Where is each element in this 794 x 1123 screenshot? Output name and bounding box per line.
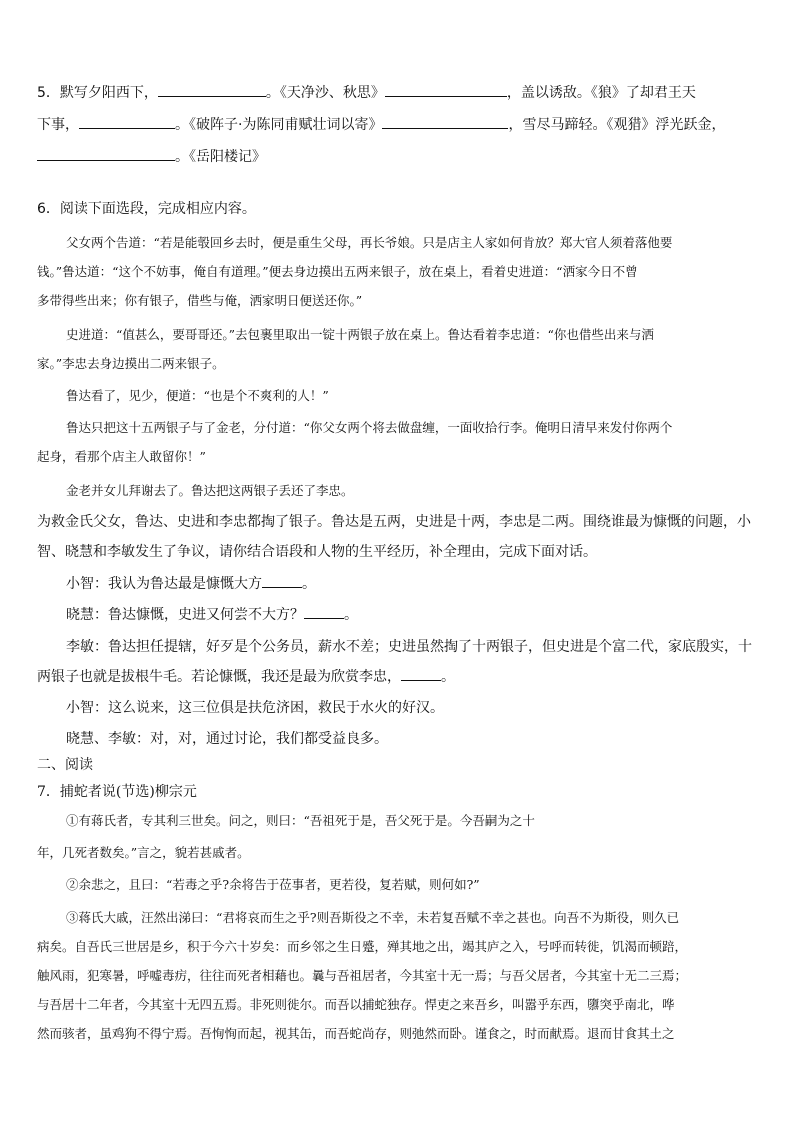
- task-line: 为救金氏父女，鲁达、史进和李忠都掏了银子。鲁达是五两，史进是十两，李忠是二两。围绕谁最为慷慨的问题，小: [37, 514, 751, 530]
- excerpt-line: 年，几死者数矣。”言之，貌若甚戚者。: [37, 845, 250, 860]
- answer-blank[interactable]: [37, 146, 175, 161]
- q5-text: 下事，: [37, 117, 79, 133]
- excerpt-line: 触风雨，犯寒暑，呼嘘毒疠，往往而死者相藉也。曩与吾祖居者，今其室十无一焉；与吾父居者，今其室十无二三焉；: [37, 968, 688, 983]
- q5-text: 5．默写夕阳西下，: [37, 85, 158, 101]
- dialogue-limin: 李敏：鲁达担任提辖，好歹是个公务员，薪水不差；史进虽然掏了十两银子，但史进是个富二代，家底殷实，十: [66, 639, 752, 655]
- excerpt-line: 父女两个告道：“若是能彀回乡去时，便是重生父母，再长爷娘。只是店主人家如何肯放？郑大官人须着落他要: [66, 235, 673, 250]
- q5-text: 。《天净沙、秋思》: [265, 85, 385, 101]
- excerpt-line: 家。”李忠去身边摸出二两来银子。: [37, 356, 225, 371]
- answer-blank[interactable]: [304, 604, 344, 619]
- answer-blank[interactable]: [79, 114, 175, 129]
- excerpt-line: 钱。”鲁达道：“这个不妨事，俺自有道理。”便去身边摸出五两来银子，放在桌上，看着史进道：“洒家今日不曾: [37, 264, 638, 279]
- q5-text: ，雪尽马蹄轻。《观猎》浮光跃金，: [508, 117, 726, 133]
- excerpt-line: 史进道：“值甚么，要哥哥还。”去包裹里取出一锭十两银子放在桌上。鲁达看着李忠道：“你也借些出来与洒: [66, 327, 654, 342]
- dialogue-xiaozhi-2: 小智：这么说来，这三位俱是扶危济困，救民于水火的好汉。: [66, 700, 444, 716]
- dialogue-xiaozhi: 小智：我认为鲁达最是慷慨大方 。: [66, 573, 316, 593]
- task-line: 智、晓慧和李敏发生了争议，请你结合语段和人物的生平经历，补全理由，完成下面对话。: [37, 544, 597, 560]
- excerpt-line: 起身，看那个店主人敢留你！”: [37, 449, 206, 464]
- q5-text: 。《岳阳楼记》: [175, 149, 266, 165]
- answer-blank[interactable]: [385, 82, 507, 97]
- excerpt-line: 与吾居十二年者，今其室十无四五焉。非死则徙尔。而吾以捕蛇独存。悍吏之来吾乡，叫嚣乎东西，隳突乎南北，哗: [37, 997, 675, 1012]
- section-heading: 二、阅读: [37, 757, 93, 773]
- excerpt-line: 鲁达看了，见少，便道：“也是个不爽利的人！”: [66, 388, 329, 403]
- answer-blank[interactable]: [158, 82, 266, 97]
- q5-line-3: [37, 146, 266, 166]
- q6-title: 6．阅读下面选段，完成相应内容。: [37, 201, 256, 217]
- q7-title: 7．捕蛇者说(节选)柳宗元: [37, 784, 197, 800]
- dialogue-xiaohui: 晓慧：鲁达慷慨，史进又何尝不大方？ 。: [66, 604, 358, 624]
- answer-blank[interactable]: [401, 666, 441, 681]
- q5-line-1: [37, 82, 696, 102]
- answer-blank[interactable]: [382, 114, 508, 129]
- dialogue-limin-cont: 两银子也就是拔根牛毛。若论慷慨，我还是最为欣赏李忠， 。: [37, 666, 455, 686]
- excerpt-line: ①有蒋氏者，专其利三世矣。问之，则曰：“吾祖死于是，吾父死于是。今吾嗣为之十: [66, 813, 535, 828]
- q5-text: 。《破阵子·为陈同甫赋壮词以寄》: [175, 117, 383, 133]
- q5-text: ，盖以诱敌。《狼》了却君王天: [506, 85, 696, 101]
- dialogue-both: 晓慧、李敏：对，对，通过讨论，我们都受益良多。: [66, 731, 388, 747]
- excerpt-line: ②余悲之，且曰：“若毒之乎?余将告于莅事者，更若役，复若赋，则何如?”: [66, 877, 480, 892]
- excerpt-line: 病矣。自吾氏三世居是乡，积于今六十岁矣：而乡邻之生日蹙，殚其地之出，竭其庐之入，号呼而转徙，饥渴而顿踣，: [37, 939, 688, 954]
- excerpt-line: 鲁达只把这十五两银子与了金老，分付道：“你父女两个将去做盘缠，一面收拾行李。俺明日清早来发付你两个: [66, 420, 673, 435]
- dialogue-text: 小智：我认为鲁达最是慷慨大方: [66, 576, 262, 592]
- excerpt-line: ③蒋氏大戚，汪然出涕曰：“君将哀而生之乎?则吾斯役之不幸，未若复吾赋不幸之甚也。向吾不为斯役，则久已: [66, 910, 680, 925]
- q5-line-2: [37, 114, 725, 134]
- excerpt-line: 金老并女儿拜谢去了。鲁达把这两银子丢还了李忠。: [66, 483, 354, 498]
- answer-blank[interactable]: [262, 573, 302, 588]
- excerpt-line: 多带得些出来；你有银子，借些与俺，洒家明日便送还你。”: [37, 293, 363, 308]
- excerpt-line: 然而骇者，虽鸡狗不得宁焉。吾恂恂而起，视其缶，而吾蛇尚存，则弛然而卧。谨食之，时而献焉。退而甘食其土之: [37, 1026, 675, 1041]
- dialogue-text: 两银子也就是拔根牛毛。若论慷慨，我还是最为欣赏李忠，: [37, 669, 401, 685]
- dialogue-text: 晓慧：鲁达慷慨，史进又何尝不大方？: [66, 607, 304, 623]
